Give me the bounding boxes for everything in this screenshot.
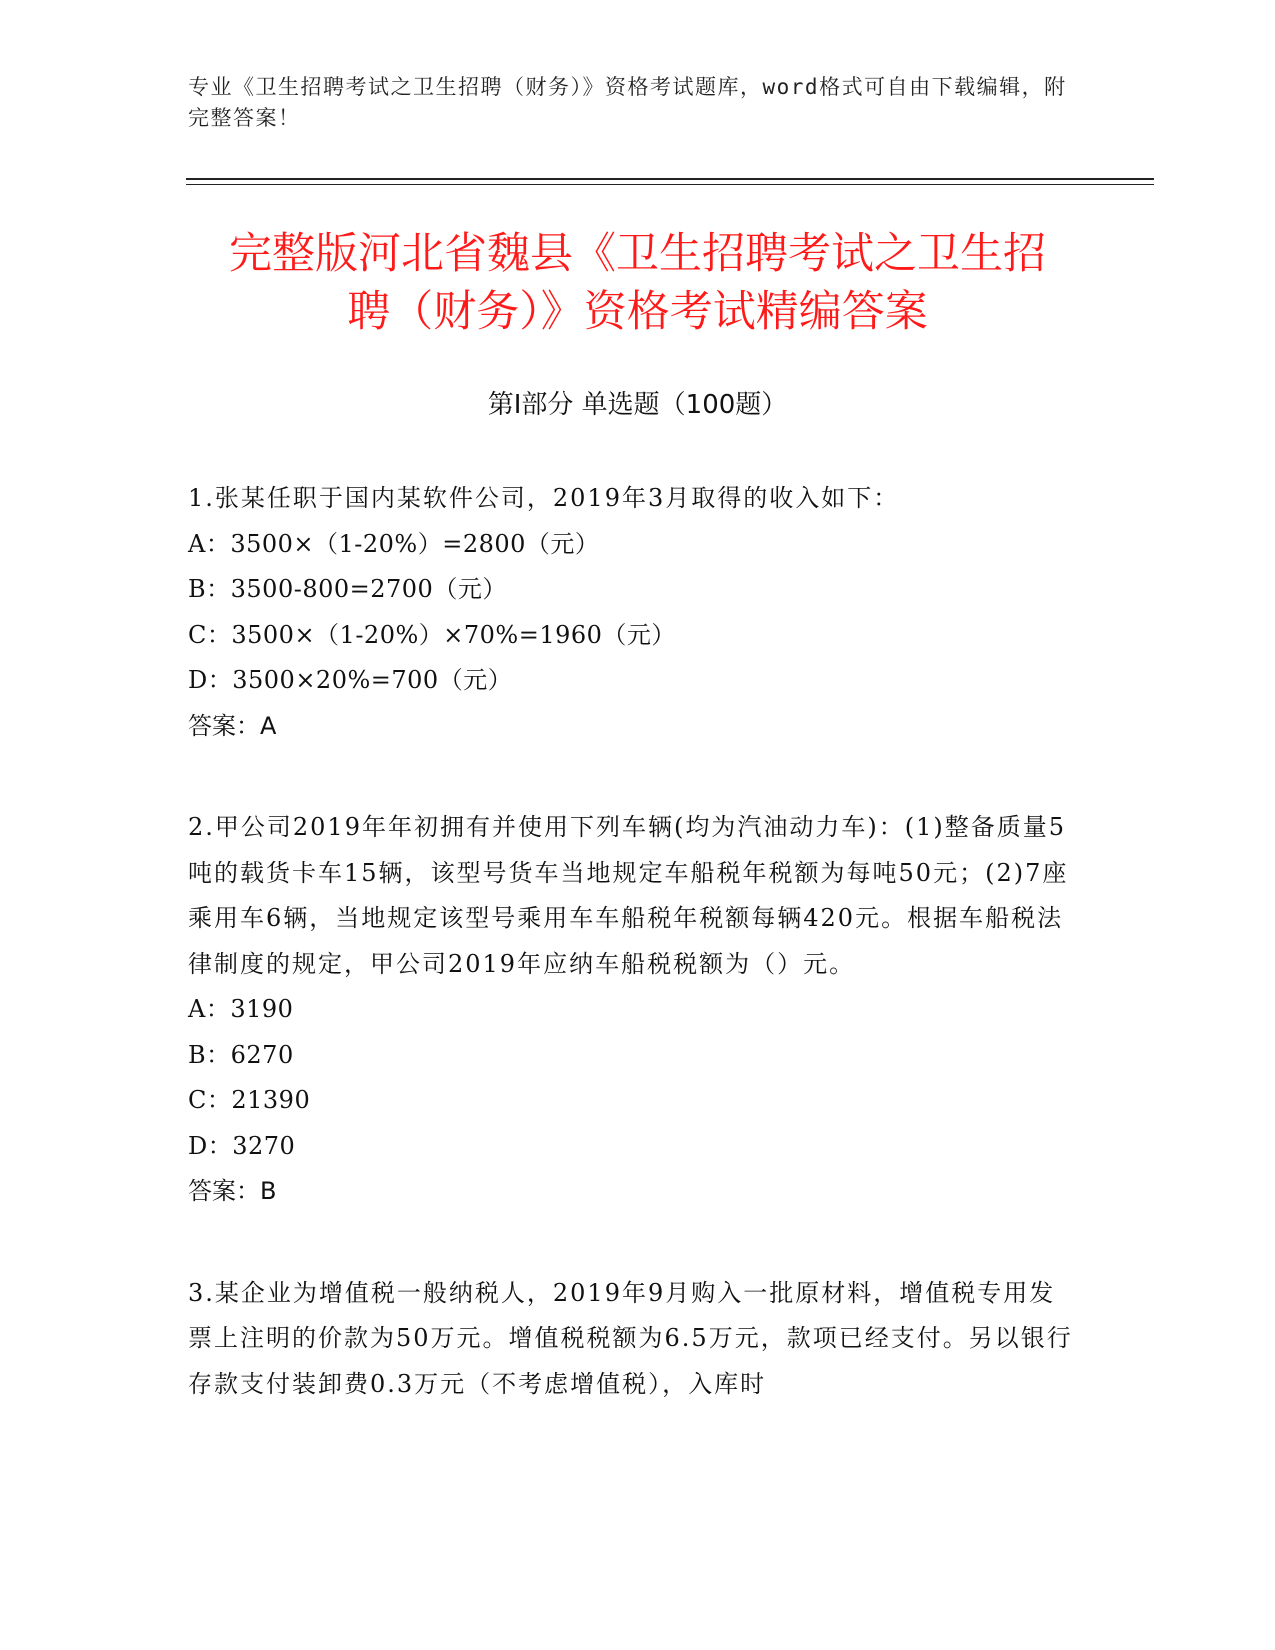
header-divider-thin (186, 184, 1154, 185)
option-d: D：3270 (188, 1131, 296, 1160)
question-stem: 3.某企业为增值税一般纳税人，2019年9月购入一批原材料，增值税专用发票上注明的价款为50万元。增值税税额为6.5万元，款项已经支付。另以银行存款支付装卸费0.3万元（不考虑增值税），入库时 (188, 1278, 1073, 1398)
question-1 (188, 476, 1078, 749)
title-line-2: 聘（财务）》资格考试精编答案 (347, 287, 928, 337)
question-2 (188, 805, 1078, 1215)
option-b: B：6270 (188, 1040, 294, 1069)
header-note: 专业《卫生招聘考试之卫生招聘（财务）》资格考试题库，word格式可自由下载编辑，附完整答案！ (188, 75, 1067, 130)
question-3 (188, 1271, 1078, 1408)
answer: 答案：A (188, 711, 277, 740)
option-d: D：3500×20%=700（元） (188, 666, 513, 694)
option-c: C：21390 (188, 1086, 311, 1114)
question-stem: 1.张某任职于国内某软件公司，2019年3月取得的收入如下： (188, 484, 900, 512)
answer: 答案：B (188, 1177, 277, 1205)
title-line-1: 完整版河北省魏县《卫生招聘考试之卫生招 (229, 229, 1046, 279)
section-title: 第Ⅰ部分 单选题（100题） (487, 390, 788, 420)
question-stem: 2.甲公司2019年年初拥有并使用下列车辆(均为汽油动力车)：(1)整备质量5吨的载货卡车15辆，该型号货车当地规定车船税年税额为每吨50元；(2)7座乘用车6辆，当地规定该型号乘用车车船税年税额每辆420元。根据车船税法律制度的规定，甲公司2019年应纳车船税税额为（）元。 (188, 813, 1069, 978)
option-a: A：3190 (188, 995, 294, 1023)
option-c: C：3500×（1-20%）×70%=1960（元） (188, 620, 676, 649)
document-title (150, 225, 1125, 341)
option-a: A：3500×（1-20%）=2800（元） (188, 529, 600, 558)
header-divider-thick (186, 178, 1154, 180)
question-list (188, 476, 1078, 1463)
option-b: B：3500-800=2700（元） (188, 575, 507, 603)
